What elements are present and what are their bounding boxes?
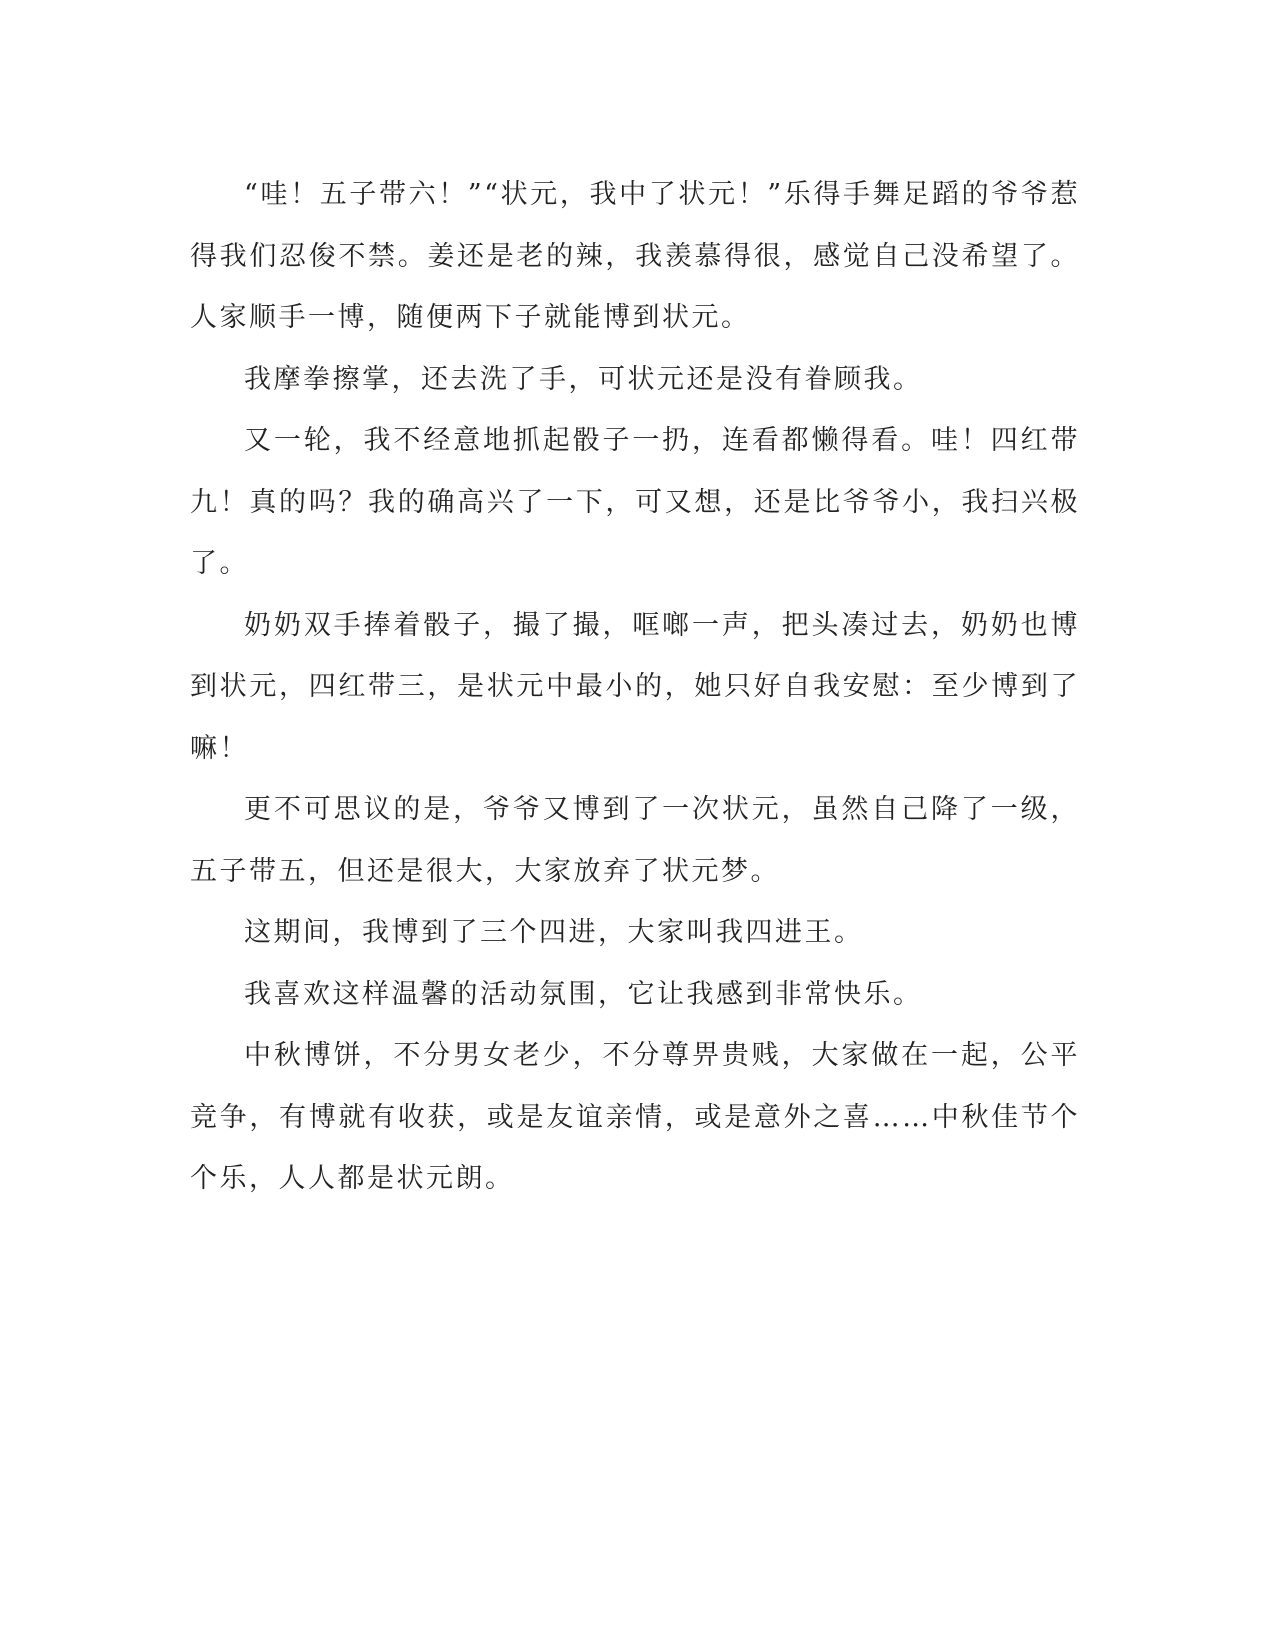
paragraph-6: 这期间，我博到了三个四进，大家叫我四进王。 (244, 917, 864, 948)
paragraph-7: 我喜欢这样温馨的活动氛围，它让我感到非常快乐。 (244, 978, 923, 1010)
paragraph-1: “哇！五子带六！”“状元，我中了状元！”乐得手舞足蹈的爷爷惹得我们忍俊不禁。姜还是老的辣，我羡慕得很，感觉自己没希望了。人家顺手一博，随便两下子就能博到状元。 (190, 179, 1080, 333)
paragraph-8: 中秋博饼，不分男女老少，不分尊畀贵贱，大家做在一起，公平竞争，有博就有收获，或是友谊亲情，或是意外之喜……中秋佳节个个乐，人人都是状元朗。 (190, 1040, 1080, 1194)
paragraph-4: 奶奶双手捧着骰子，撮了撮，哐啷一声，把头凑过去，奶奶也博到状元，四红带三，是状元中最小的，她只好自我安慰：至少博到了嘛！ (190, 609, 1080, 764)
document-body (190, 164, 1080, 1210)
paragraph-5: 更不可思议的是，爷爷又博到了一次状元，虽然自己降了一级，五子带五，但还是很大，大家放弃了状元梦。 (190, 794, 1080, 887)
paragraph-2: 我摩拳擦掌，还去洗了手，可状元还是没有眷顾我。 (244, 363, 923, 395)
paragraph-3: 又一轮，我不经意地抓起骰子一扔，连看都懒得看。哇！四红带九！真的吗？我的确高兴了一下，可又想，还是比爷爷小，我扫兴极了。 (190, 425, 1080, 579)
